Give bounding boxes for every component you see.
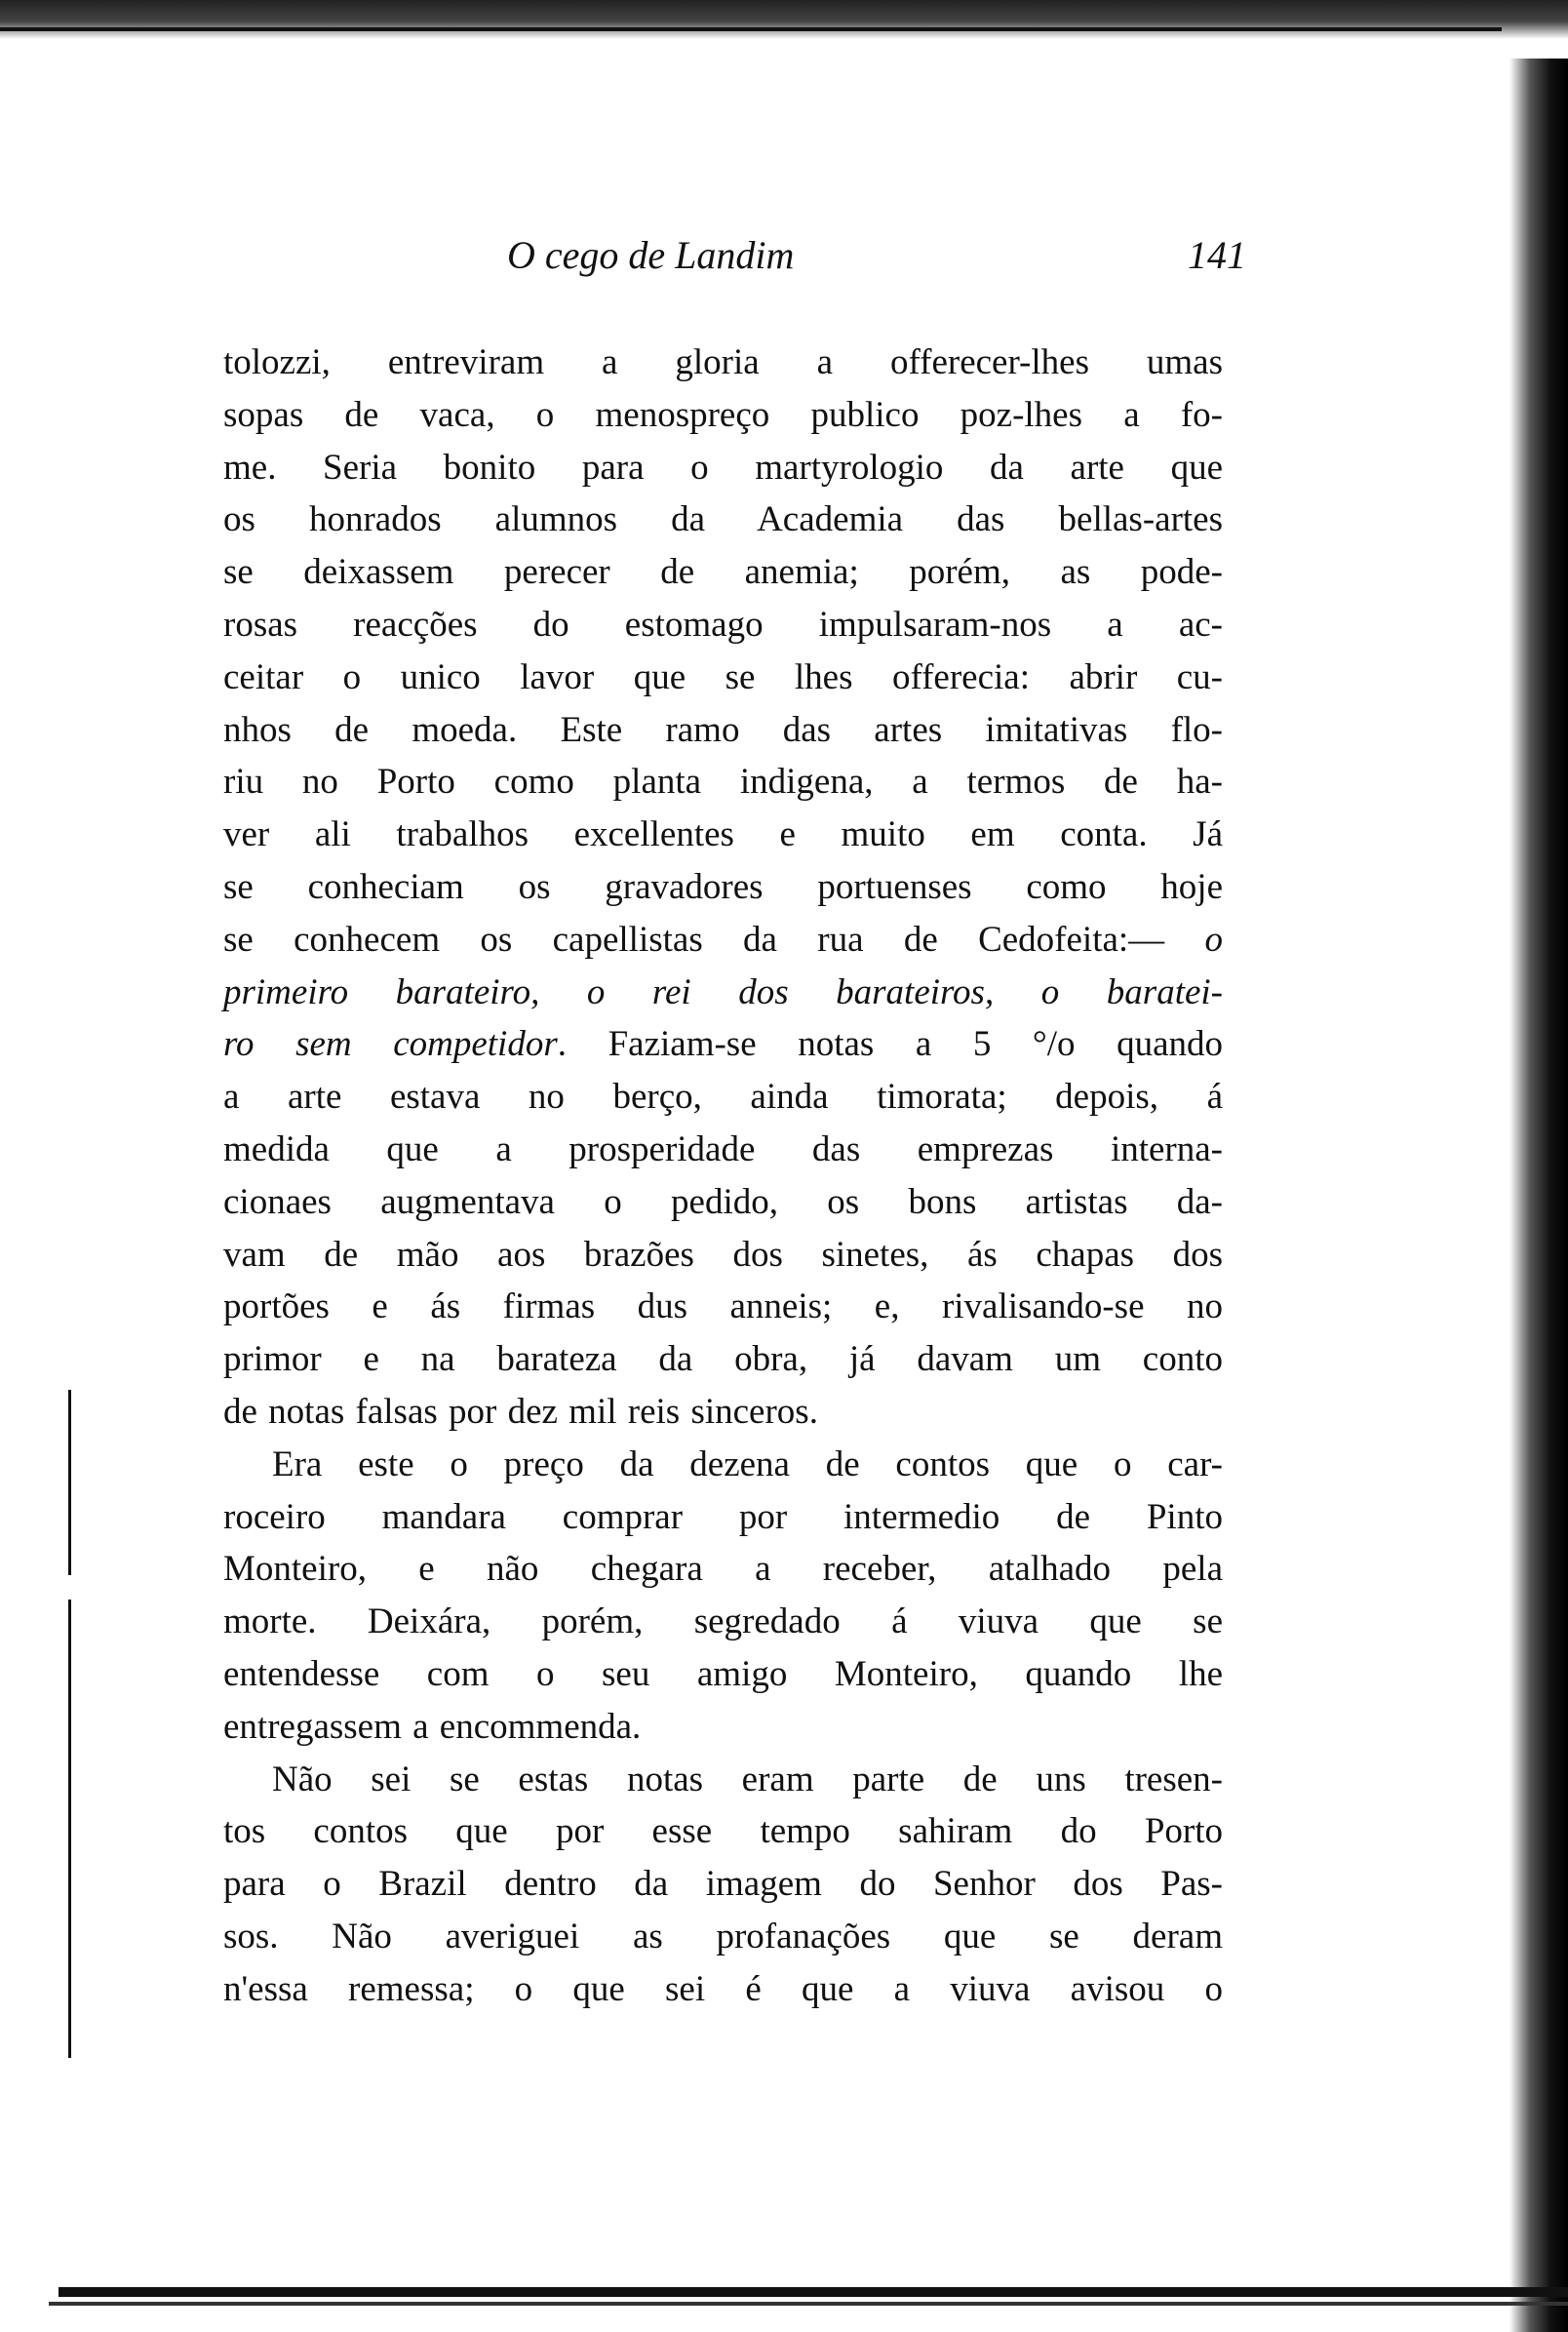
text-line	[223, 1805, 1223, 1858]
text-segment: medida que a prosperidade das emprezas interna-	[223, 1128, 1223, 1169]
text-line	[223, 1701, 1223, 1754]
text-line	[223, 652, 1223, 704]
text-segment: Era este o preço da dezena de contos que o car-	[272, 1443, 1223, 1484]
text-line	[223, 967, 1223, 1019]
page-number: 141	[1188, 233, 1246, 277]
text-line	[223, 1858, 1223, 1911]
text-line	[223, 861, 1223, 914]
text-segment: se conhecem os capellistas da rua de Cedofeita:—	[223, 919, 1205, 960]
scan-edge-left-mark	[68, 1390, 71, 1575]
text-line	[223, 336, 1223, 389]
text-segment: primor e na barateza da obra, já davam um conto	[223, 1339, 1223, 1380]
text-line	[223, 1229, 1223, 1282]
italic-text: o	[1204, 919, 1223, 960]
scan-edge-left-mark	[68, 1600, 71, 2058]
text-segment: Monteiro, e não chegara a receber, atalhado pela	[223, 1549, 1223, 1590]
text-line	[223, 1176, 1223, 1229]
text-segment: sos. Não averiguei as profanações que se deram	[223, 1916, 1223, 1957]
scan-edge-right	[1509, 59, 1568, 2332]
text-line	[223, 546, 1223, 599]
text-segment: . Faziam-se notas a 5 °/o quando	[557, 1024, 1224, 1065]
running-title: O cego de Landim	[507, 233, 795, 277]
text-line	[223, 1333, 1223, 1386]
scan-edge-top-line	[0, 27, 1502, 99]
text-segment: ver ali trabalhos excellentes e muito em conta. Já	[223, 814, 1223, 855]
italic-text: ro sem competidor	[223, 1024, 558, 1065]
scan-edge-bottom	[59, 2287, 1568, 2297]
text-segment: rosas reacções do estomago impulsaram-nos a ac-	[223, 604, 1223, 645]
text-line	[223, 1124, 1223, 1176]
text-segment: morte. Deixára, porém, segredado á viuva que se	[223, 1601, 1223, 1642]
text-segment: roceiro mandara comprar por intermedio de Pinto	[223, 1496, 1223, 1537]
text-line	[223, 1018, 1223, 1071]
text-segment: entregassem a encommenda.	[223, 1706, 642, 1747]
text-segment: n'essa remessa; o que sei é que a viuva avisou o	[223, 1968, 1223, 2009]
text-segment: vam de mão aos brazões dos sinetes, ás chapas dos	[223, 1234, 1223, 1275]
text-segment: se conheciam os gravadores portuenses como hoje	[223, 866, 1223, 907]
text-line	[223, 1648, 1223, 1701]
italic-text: primeiro barateiro, o rei dos barateiros, o baratei-	[223, 971, 1223, 1012]
text-segment: de notas falsas por dez mil reis sinceros.	[223, 1391, 818, 1432]
text-segment: Não sei se estas notas eram parte de uns tresen-	[272, 1759, 1223, 1799]
text-segment: sopas de vaca, o menospreço publico poz-lhes a fo-	[223, 394, 1223, 435]
text-line	[223, 389, 1223, 442]
text-line	[223, 809, 1223, 861]
text-segment: ceitar o unico lavor que se lhes offerecia: abrir cu-	[223, 656, 1223, 697]
text-segment: tolozzi, entreviram a gloria a offerecer-lhes umas	[223, 342, 1223, 382]
text-segment: para o Brazil dentro da imagem do Senhor dos Pas-	[223, 1864, 1223, 1905]
text-segment: os honrados alumnos da Academia das bellas-artes	[223, 499, 1223, 540]
text-line	[223, 599, 1223, 652]
text-line	[223, 1071, 1223, 1124]
text-line	[223, 756, 1223, 809]
text-segment: me. Seria bonito para o martyrologio da arte que	[223, 447, 1223, 488]
text-line	[223, 1543, 1223, 1596]
text-line	[223, 1963, 1223, 2016]
text-line	[223, 494, 1223, 546]
text-line	[223, 1754, 1223, 1806]
body-text	[223, 336, 1223, 2016]
text-line	[223, 1911, 1223, 1963]
text-line	[223, 1439, 1223, 1491]
text-segment: portões e ás firmas dus anneis; e, rivalisando-se no	[223, 1286, 1223, 1327]
text-line	[223, 1491, 1223, 1544]
text-line	[223, 442, 1223, 494]
text-line	[223, 1596, 1223, 1648]
text-segment: se deixassem perecer de anemia; porém, as pode-	[223, 552, 1223, 593]
text-segment: entendesse com o seu amigo Monteiro, quando lhe	[223, 1653, 1223, 1694]
text-line	[223, 1281, 1223, 1333]
scan-edge-bottom-line	[49, 2302, 1568, 2306]
text-line	[223, 704, 1223, 757]
text-segment: riu no Porto como planta indigena, a termos de ha-	[223, 762, 1223, 803]
text-line	[223, 1386, 1223, 1439]
text-segment: cionaes augmentava o pedido, os bons artistas da-	[223, 1181, 1223, 1222]
text-segment: nhos de moeda. Este ramo das artes imitativas flo-	[223, 709, 1223, 750]
text-segment: a arte estava no berço, ainda timorata; depois, á	[223, 1077, 1223, 1118]
text-line	[223, 914, 1223, 967]
text-segment: tos contos que por esse tempo sahiram do Porto	[223, 1811, 1223, 1852]
